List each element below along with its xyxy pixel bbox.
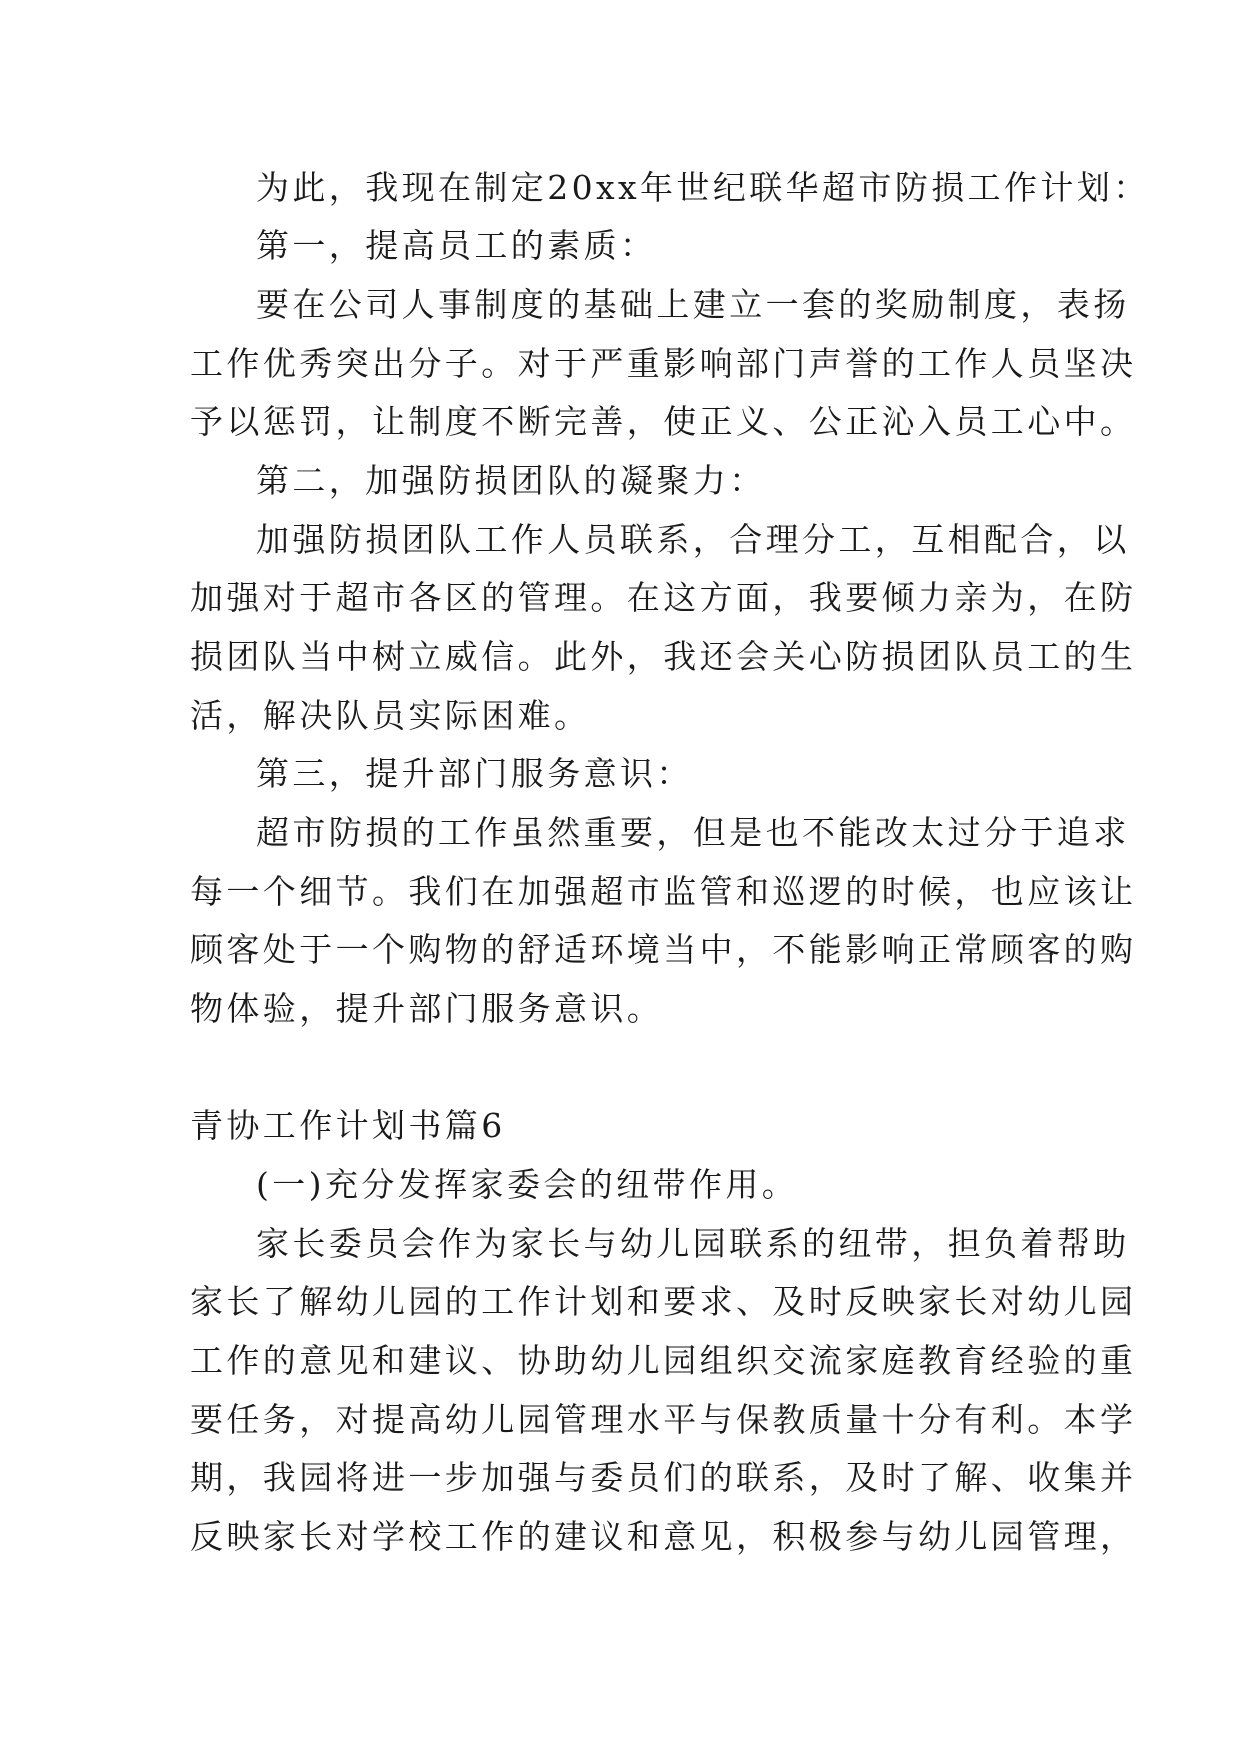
paragraph-line: 每一个细节。我们在加强超市监管和巡逻的时候，也应该让 <box>190 872 1137 911</box>
paragraph-line: 家长了解幼儿园的工作计划和要求、及时反映家长对幼儿园 <box>190 1282 1137 1321</box>
paragraph-line: 予以惩罚，让制度不断完善，使正义、公正沁入员工心中。 <box>190 402 1137 441</box>
paragraph-line: 加强对于超市各区的管理。在这方面，我要倾力亲为，在防 <box>190 578 1137 617</box>
paragraph-line: 活，解决队员实际困难。 <box>190 696 591 735</box>
section-heading: 第三，提升部门服务意识： <box>256 754 693 793</box>
paragraph-line: 家长委员会作为家长与幼儿园联系的纽带，担负着帮助 <box>256 1224 1130 1263</box>
paragraph-line: 物体验，提升部门服务意识。 <box>190 989 664 1028</box>
paragraph-line: 超市防损的工作虽然重要，但是也不能改太过分于追求 <box>256 813 1130 852</box>
paragraph-line: 损团队当中树立威信。此外，我还会关心防损团队员工的生 <box>190 637 1137 676</box>
section-heading: 第二，加强防损团队的凝聚力： <box>256 461 766 500</box>
section-heading: (一)充分发挥家委会的纽带作用。 <box>256 1165 799 1204</box>
section-heading: 第一，提高员工的素质： <box>256 226 657 265</box>
paragraph-line: 工作的意见和建议、协助幼儿园组织交流家庭教育经验的重 <box>190 1341 1137 1380</box>
paragraph-line: 工作优秀突出分子。对于严重影响部门声誉的工作人员坚决 <box>190 344 1137 383</box>
paragraph-line: 顾客处于一个购物的舒适环境当中，不能影响正常顾客的购 <box>190 930 1137 969</box>
paragraph-line: 反映家长对学校工作的建议和意见，积极参与幼儿园管理， <box>190 1517 1137 1556</box>
paragraph-line: 要在公司人事制度的基础上建立一套的奖励制度，表扬 <box>256 285 1130 324</box>
paragraph-line: 要任务，对提高幼儿园管理水平与保教质量十分有利。本学 <box>190 1400 1137 1439</box>
paragraph-line: 加强防损团队工作人员联系，合理分工，互相配合，以 <box>256 520 1130 559</box>
paragraph-line: 为此，我现在制定20xx年世纪联华超市防损工作计划： <box>256 168 1150 207</box>
document-title: 青协工作计划书篇6 <box>190 1106 506 1145</box>
paragraph-line: 期，我园将进一步加强与委员们的联系，及时了解、收集并 <box>190 1458 1137 1497</box>
